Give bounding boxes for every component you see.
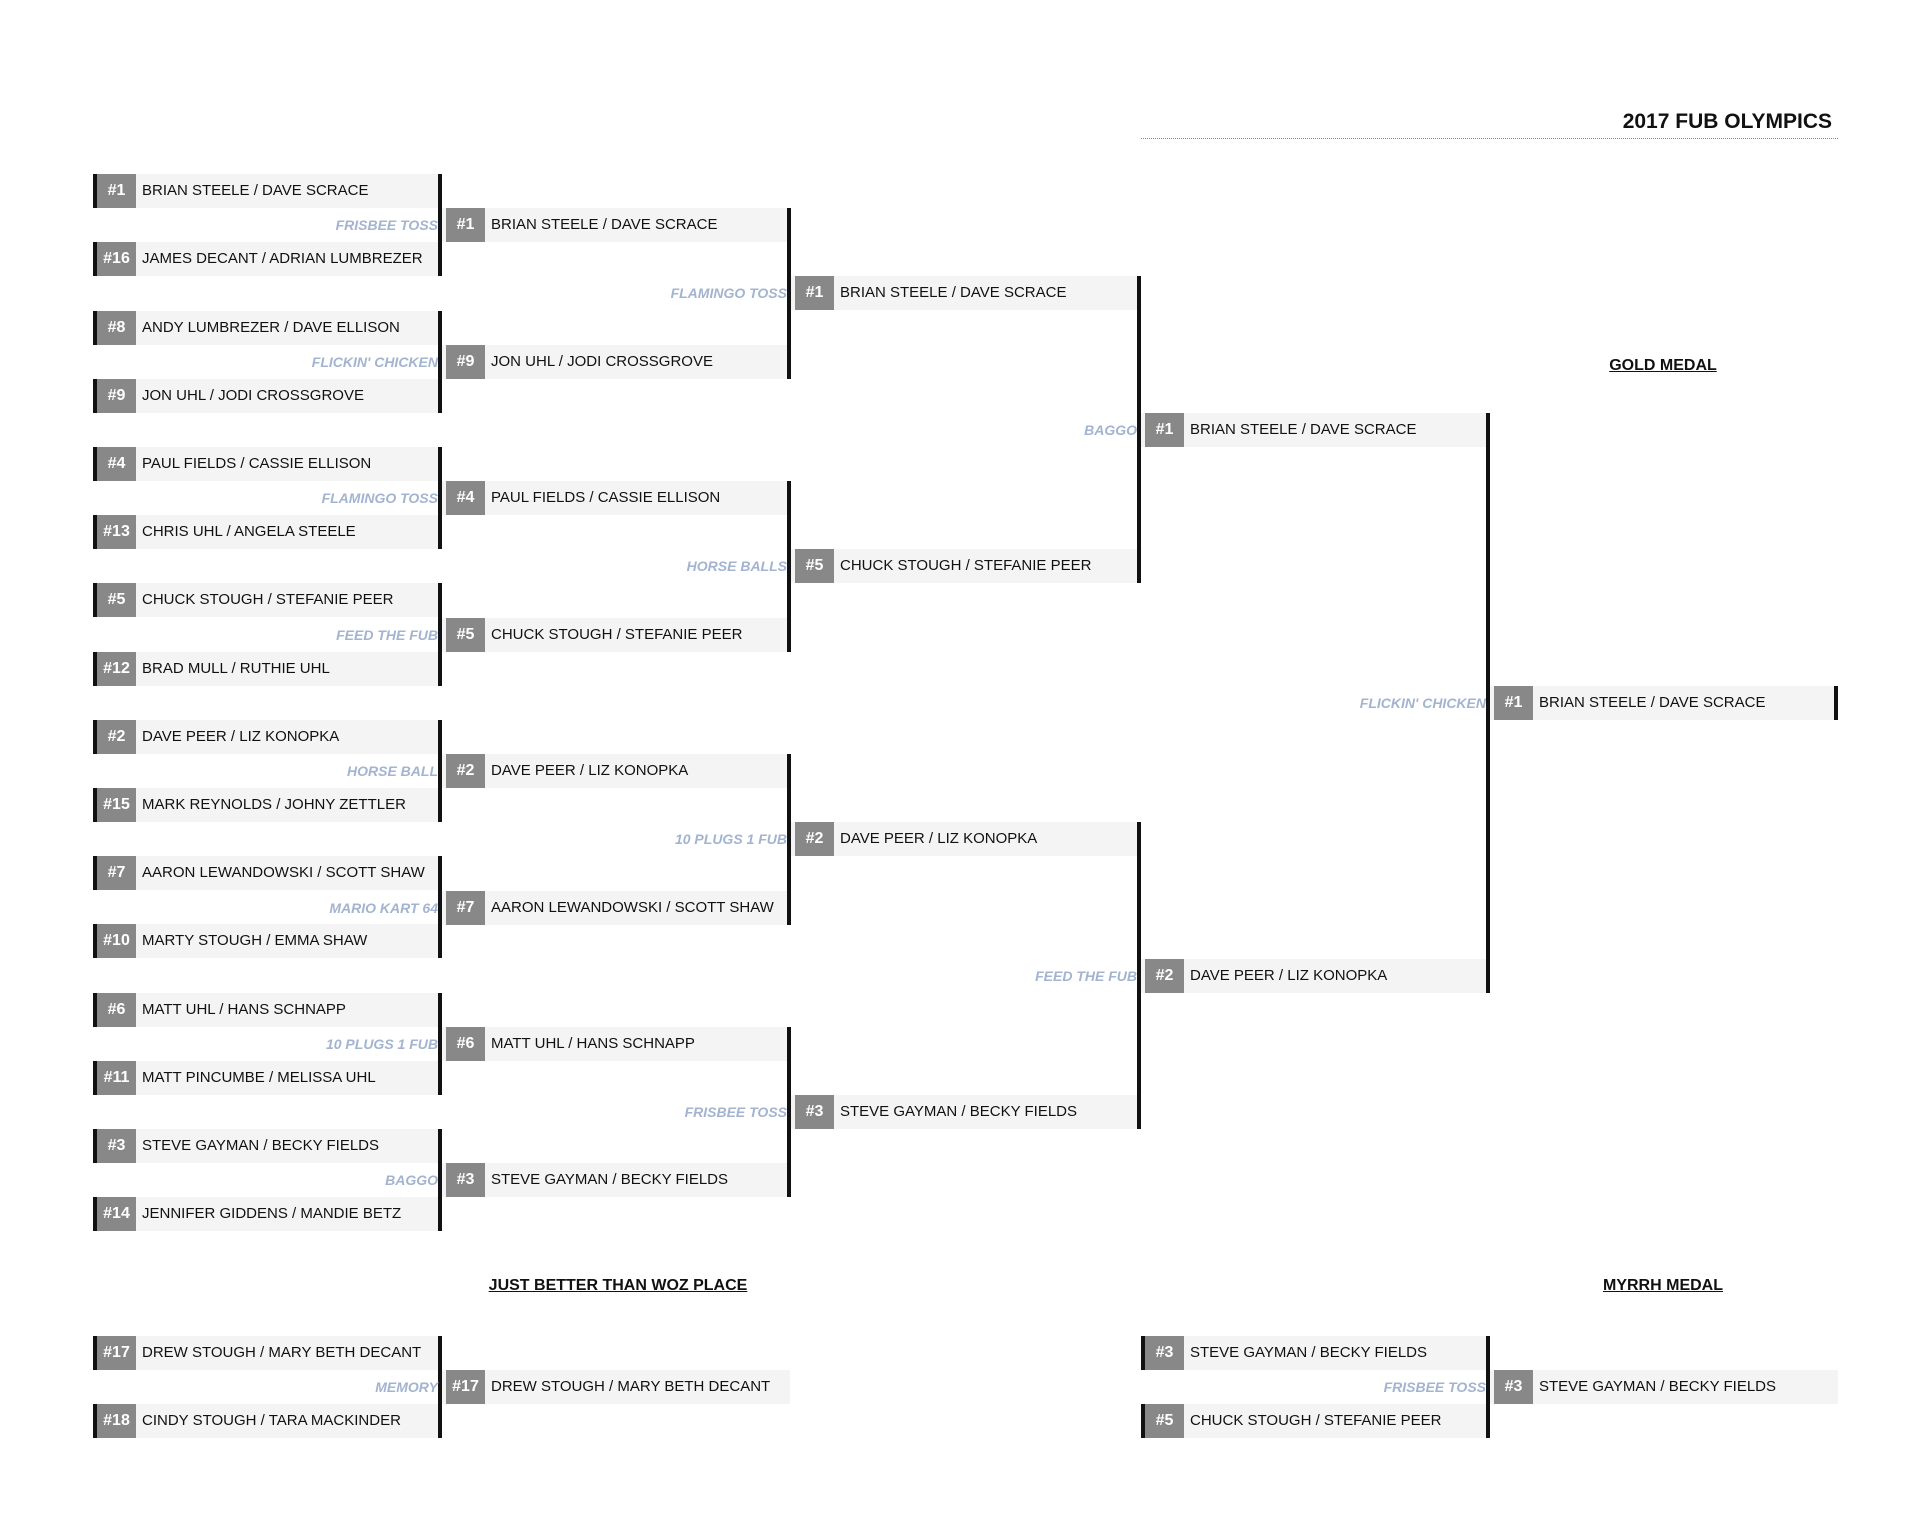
team-name: STEVE GAYMAN / BECKY FIELDS <box>1190 1344 1428 1361</box>
team-name: DREW STOUGH / MARY BETH DECANT <box>491 1378 771 1395</box>
team-name: JON UHL / JODI CROSSGROVE <box>491 353 713 370</box>
round-2-slot <box>442 208 790 242</box>
consolation-winner-slot <box>442 1370 790 1404</box>
myrrh-winner-slot <box>1490 1370 1838 1404</box>
seed-badge: #1 <box>1494 686 1533 720</box>
seed-badge: #14 <box>97 1197 136 1231</box>
team-name: JENNIFER GIDDENS / MANDIE BETZ <box>142 1205 402 1222</box>
event-label: BAGGO <box>385 1172 438 1188</box>
seed-badge: #11 <box>97 1061 136 1095</box>
seed-badge: #1 <box>97 174 136 208</box>
round-2-slot <box>442 1027 790 1061</box>
bracket-line <box>438 993 442 1095</box>
seed-badge: #3 <box>1145 1336 1184 1370</box>
bracket-line <box>787 1027 791 1197</box>
event-label: FLICKIN' CHICKEN <box>1359 695 1486 711</box>
team-name: BRIAN STEELE / DAVE SCRACE <box>840 284 1067 301</box>
round-1-slot <box>93 856 441 890</box>
consolation-entrant-slot <box>93 1404 441 1438</box>
team-name: AARON LEWANDOWSKI / SCOTT SHAW <box>142 864 425 881</box>
team-name: STEVE GAYMAN / BECKY FIELDS <box>1539 1378 1777 1395</box>
bracket-line <box>1486 413 1490 993</box>
team-name: DAVE PEER / LIZ KONOPKA <box>840 830 1038 847</box>
event-label: FLAMINGO TOSS <box>670 285 787 301</box>
round-3-slot <box>791 549 1139 583</box>
seed-badge: #9 <box>446 345 485 379</box>
team-name: BRIAN STEELE / DAVE SCRACE <box>491 216 718 233</box>
team-name: MATT PINCUMBE / MELISSA UHL <box>142 1069 376 1086</box>
event-label: 10 PLUGS 1 FUB <box>325 1036 438 1052</box>
seed-badge: #2 <box>1145 959 1184 993</box>
team-name: DAVE PEER / LIZ KONOPKA <box>1190 967 1388 984</box>
event-label: HORSE BALLS <box>686 558 787 574</box>
event-label: MARIO KART 64 <box>329 900 438 916</box>
round-4-slot <box>1141 959 1489 993</box>
seed-badge: #12 <box>97 652 136 686</box>
bracket-line <box>787 208 791 379</box>
round-1-slot <box>93 788 441 822</box>
team-name: BRIAN STEELE / DAVE SCRACE <box>142 182 369 199</box>
team-name: CINDY STOUGH / TARA MACKINDER <box>142 1412 401 1429</box>
seed-badge: #3 <box>795 1095 834 1129</box>
round-3-slot <box>791 276 1139 310</box>
seed-badge: #7 <box>97 856 136 890</box>
bracket-line <box>787 481 791 652</box>
seed-badge: #10 <box>97 924 136 958</box>
team-name: BRIAN STEELE / DAVE SCRACE <box>1539 694 1766 711</box>
team-name: BRAD MULL / RUTHIE UHL <box>142 660 330 677</box>
champion-end-line <box>1834 686 1838 720</box>
seed-badge: #7 <box>446 891 485 925</box>
team-name: MATT UHL / HANS SCHNAPP <box>491 1035 695 1052</box>
team-name: MARK REYNOLDS / JOHNY ZETTLER <box>142 796 406 813</box>
round-1-slot <box>93 652 441 686</box>
team-name: STEVE GAYMAN / BECKY FIELDS <box>840 1103 1078 1120</box>
event-label: 10 PLUGS 1 FUB <box>674 831 787 847</box>
consolation-entrant-slot <box>93 1336 441 1370</box>
seed-badge: #2 <box>446 754 485 788</box>
event-label: FLICKIN' CHICKEN <box>311 354 438 370</box>
myrrh-medal-heading: MYRRH MEDAL <box>1603 1277 1723 1294</box>
seed-badge: #3 <box>97 1129 136 1163</box>
seed-badge: #5 <box>97 583 136 617</box>
bracket-line <box>438 1129 442 1231</box>
myrrh-entrant-slot <box>1141 1404 1489 1438</box>
bracket-line <box>438 174 442 276</box>
team-name: CHUCK STOUGH / STEFANIE PEER <box>1190 1412 1442 1429</box>
seed-badge: #1 <box>446 208 485 242</box>
event-label: BAGGO <box>1084 422 1137 438</box>
round-1-slot <box>93 379 441 413</box>
team-name: ANDY LUMBREZER / DAVE ELLISON <box>142 319 400 336</box>
team-name: CHUCK STOUGH / STEFANIE PEER <box>142 591 394 608</box>
seed-badge: #8 <box>97 311 136 345</box>
seed-badge: #3 <box>446 1163 485 1197</box>
team-name: STEVE GAYMAN / BECKY FIELDS <box>491 1171 729 1188</box>
team-name: JAMES DECANT / ADRIAN LUMBREZER <box>142 250 423 267</box>
round-1-slot <box>93 1197 441 1231</box>
team-name: DAVE PEER / LIZ KONOPKA <box>142 728 340 745</box>
bracket-line <box>1137 822 1141 1129</box>
round-2-slot <box>442 754 790 788</box>
seed-badge: #4 <box>97 447 136 481</box>
team-name: JON UHL / JODI CROSSGROVE <box>142 387 364 404</box>
team-name: CHUCK STOUGH / STEFANIE PEER <box>840 557 1092 574</box>
bracket-line <box>438 447 442 549</box>
team-name: MATT UHL / HANS SCHNAPP <box>142 1001 346 1018</box>
team-name: CHRIS UHL / ANGELA STEELE <box>142 523 356 540</box>
round-1-slot <box>93 924 441 958</box>
seed-badge: #1 <box>1145 413 1184 447</box>
round-1-slot <box>93 1129 441 1163</box>
round-2-slot <box>442 891 790 925</box>
round-1-slot <box>93 311 441 345</box>
bracket-line <box>1137 276 1141 583</box>
title-divider <box>1141 138 1838 139</box>
round-2-slot <box>442 481 790 515</box>
event-label: FEED THE FUB <box>336 627 438 643</box>
round-2-slot <box>442 1163 790 1197</box>
round-1-slot <box>93 720 441 754</box>
event-label: MEMORY <box>375 1379 438 1395</box>
page-title: 2017 FUB OLYMPICS <box>1622 110 1832 133</box>
champion-slot <box>1490 686 1838 720</box>
event-label: HORSE BALL <box>347 763 438 779</box>
seed-badge: #9 <box>97 379 136 413</box>
bracket-line <box>787 754 791 925</box>
round-2-slot <box>442 345 790 379</box>
event-label: FLAMINGO TOSS <box>321 490 438 506</box>
event-label: FRISBEE TOSS <box>1383 1379 1486 1395</box>
seed-badge: #4 <box>446 481 485 515</box>
round-1-slot <box>93 993 441 1027</box>
team-name: STEVE GAYMAN / BECKY FIELDS <box>142 1137 380 1154</box>
round-2-slot <box>442 618 790 652</box>
bracket-line <box>438 720 442 822</box>
round-3-slot <box>791 1095 1139 1129</box>
bracket-line <box>438 856 442 958</box>
team-name: PAUL FIELDS / CASSIE ELLISON <box>142 455 372 472</box>
seed-badge: #6 <box>446 1027 485 1061</box>
gold-medal-heading: GOLD MEDAL <box>1609 357 1717 374</box>
round-1-slot <box>93 515 441 549</box>
seed-badge: #2 <box>795 822 834 856</box>
team-name: DAVE PEER / LIZ KONOPKA <box>491 762 689 779</box>
seed-badge: #13 <box>97 515 136 549</box>
seed-badge: #17 <box>97 1336 136 1370</box>
seed-badge: #15 <box>97 788 136 822</box>
seed-badge: #5 <box>446 618 485 652</box>
round-1-slot <box>93 583 441 617</box>
event-label: FRISBEE TOSS <box>684 1104 787 1120</box>
event-label: FRISBEE TOSS <box>335 217 438 233</box>
team-name: MARTY STOUGH / EMMA SHAW <box>142 932 368 949</box>
team-name: PAUL FIELDS / CASSIE ELLISON <box>491 489 721 506</box>
event-label: FEED THE FUB <box>1035 968 1137 984</box>
team-name: CHUCK STOUGH / STEFANIE PEER <box>491 626 743 643</box>
round-1-slot <box>93 174 441 208</box>
seed-badge: #6 <box>97 993 136 1027</box>
seed-badge: #2 <box>97 720 136 754</box>
seed-badge: #17 <box>446 1370 485 1404</box>
team-name: DREW STOUGH / MARY BETH DECANT <box>142 1344 422 1361</box>
consolation-heading: JUST BETTER THAN WOZ PLACE <box>488 1277 748 1294</box>
seed-badge: #16 <box>97 242 136 276</box>
team-name: AARON LEWANDOWSKI / SCOTT SHAW <box>491 899 774 916</box>
round-1-slot <box>93 1061 441 1095</box>
seed-badge: #3 <box>1494 1370 1533 1404</box>
seed-badge: #1 <box>795 276 834 310</box>
seed-badge: #18 <box>97 1404 136 1438</box>
round-4-slot <box>1141 413 1489 447</box>
bracket-line <box>438 311 442 413</box>
myrrh-entrant-slot <box>1141 1336 1489 1370</box>
round-1-slot <box>93 242 441 276</box>
bracket-line <box>438 583 442 686</box>
round-3-slot <box>791 822 1139 856</box>
team-name: BRIAN STEELE / DAVE SCRACE <box>1190 421 1417 438</box>
seed-badge: #5 <box>795 549 834 583</box>
round-1-slot <box>93 447 441 481</box>
seed-badge: #5 <box>1145 1404 1184 1438</box>
